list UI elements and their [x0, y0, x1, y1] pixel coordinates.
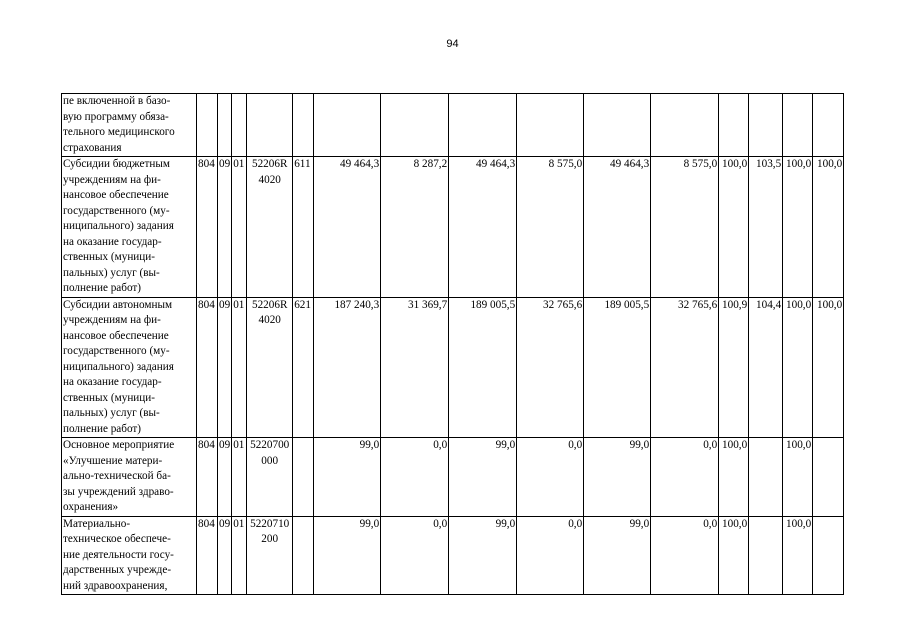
cell-percent-4: 100,0: [813, 297, 844, 438]
cell-name-line: Субсидии бюджетным: [63, 158, 170, 170]
cell-value-1: [314, 94, 381, 157]
cell-value-6: 8 575,0: [651, 157, 719, 298]
cell-name-line: нансовое обеспечение: [63, 329, 169, 342]
cell-section: 09: [218, 297, 232, 438]
cell-value-3: 99,0: [449, 516, 517, 595]
cell-value-2: 8 287,2: [381, 157, 449, 298]
cell-name-line: охранения»: [63, 501, 119, 513]
table-row: [62, 94, 844, 157]
cell-expense-type: [293, 516, 314, 595]
cell-name-line: Основное мероприятие: [63, 439, 175, 451]
cell-name-line: ально-технической ба-: [63, 470, 171, 482]
cell-name: [62, 297, 197, 438]
cell-name-line: техническое обеспече-: [63, 533, 171, 545]
cell-value-3: 99,0: [449, 438, 517, 517]
cell-target-article: [247, 516, 293, 595]
cell-value-5: [584, 94, 651, 157]
cell-target-article-line: 4020: [258, 173, 281, 186]
cell-percent-3: 100,0: [783, 438, 813, 517]
table-row: [62, 157, 844, 298]
cell-name-line: ственных (муници-: [63, 391, 155, 404]
cell-percent-2: 104,4: [749, 297, 783, 438]
table-body: [62, 94, 844, 595]
cell-target-article-line: 5220700: [250, 439, 290, 451]
cell-subsection: 01: [232, 438, 247, 517]
cell-name: [62, 438, 197, 517]
cell-subsection: [232, 94, 247, 157]
cell-grbs: [197, 94, 218, 157]
cell-value-3: [449, 94, 517, 157]
cell-value-6: 0,0: [651, 516, 719, 595]
cell-target-article: [247, 297, 293, 438]
cell-value-2: 0,0: [381, 516, 449, 595]
cell-value-2: 0,0: [381, 438, 449, 517]
cell-name-line: полнение работ): [63, 282, 142, 294]
cell-value-1: 49 464,3: [314, 157, 381, 298]
cell-name-line: на оказание государ-: [63, 376, 162, 388]
cell-target-article-line: 5220710: [250, 517, 290, 530]
cell-percent-1: 100,9: [719, 297, 749, 438]
cell-expense-type: [293, 94, 314, 157]
cell-name-line: ние деятельности госу-: [63, 548, 174, 561]
cell-name-line: государственного (му-: [63, 345, 170, 357]
cell-name: [62, 94, 197, 157]
cell-target-article-line: 000: [261, 454, 279, 467]
cell-name-line: ний здравоохранения,: [63, 579, 168, 592]
cell-percent-1: [719, 94, 749, 157]
cell-target-article-line: 4020: [258, 314, 281, 326]
cell-name-line: ственных (муници-: [63, 251, 155, 263]
cell-name-line: учреждениям на фи-: [63, 173, 161, 186]
cell-percent-4: [813, 438, 844, 517]
cell-name-line: ниципального) задания: [63, 360, 174, 373]
cell-subsection: 01: [232, 297, 247, 438]
cell-section: 09: [218, 157, 232, 298]
cell-name-line: на оказание государ-: [63, 235, 162, 248]
cell-value-4: 32 765,6: [517, 297, 584, 438]
cell-name-line: «Улучшение матери-: [63, 454, 163, 467]
cell-subsection: 01: [232, 516, 247, 595]
cell-grbs: 804: [197, 157, 218, 298]
cell-value-4: 0,0: [517, 438, 584, 517]
cell-percent-3: [783, 94, 813, 157]
cell-target-article-line: 200: [261, 533, 279, 545]
cell-value-5: 99,0: [584, 438, 651, 517]
cell-value-2: 31 369,7: [381, 297, 449, 438]
cell-target-article: [247, 94, 293, 157]
cell-expense-type: [293, 438, 314, 517]
table-row: [62, 516, 844, 595]
cell-value-6: 32 765,6: [651, 297, 719, 438]
cell-percent-2: 103,5: [749, 157, 783, 298]
cell-name: [62, 157, 197, 298]
cell-name: [62, 516, 197, 595]
table-row: [62, 438, 844, 517]
cell-value-6: [651, 94, 719, 157]
cell-name-line: нансовое обеспечение: [63, 189, 169, 201]
cell-name-line: пе включенной в базо-: [63, 95, 171, 107]
cell-expense-type: 621: [293, 297, 314, 438]
cell-name-line: дарственных учрежде-: [63, 564, 172, 576]
cell-value-3: 49 464,3: [449, 157, 517, 298]
cell-grbs: 804: [197, 438, 218, 517]
cell-name-line: вую программу обяза-: [63, 110, 169, 123]
cell-percent-1: 100,0: [719, 157, 749, 298]
table-row: [62, 297, 844, 438]
cell-value-1: 187 240,3: [314, 297, 381, 438]
cell-name-line: зы учреждений здраво-: [63, 485, 174, 498]
cell-section: 09: [218, 438, 232, 517]
cell-percent-3: 100,0: [783, 516, 813, 595]
cell-percent-3: 100,0: [783, 157, 813, 298]
cell-name-line: пальных) услуг (вы-: [63, 266, 160, 279]
cell-section: 09: [218, 516, 232, 595]
cell-value-2: [381, 94, 449, 157]
cell-name-line: ниципального) задания: [63, 220, 174, 232]
cell-name-line: государственного (му-: [63, 204, 170, 217]
cell-target-article: [247, 438, 293, 517]
cell-value-4: [517, 94, 584, 157]
cell-percent-1: 100,0: [719, 516, 749, 595]
cell-percent-2: [749, 516, 783, 595]
cell-name-line: страхования: [63, 141, 122, 154]
cell-value-5: 99,0: [584, 516, 651, 595]
cell-subsection: 01: [232, 157, 247, 298]
cell-value-4: 0,0: [517, 516, 584, 595]
cell-name-line: учреждениям на фи-: [63, 314, 161, 326]
cell-target-article: [247, 157, 293, 298]
cell-value-1: 99,0: [314, 516, 381, 595]
cell-name-line: пальных) услуг (вы-: [63, 407, 160, 419]
budget-table: [61, 93, 844, 595]
cell-value-3: 189 005,5: [449, 297, 517, 438]
cell-value-6: 0,0: [651, 438, 719, 517]
cell-name-line: Материально-: [63, 517, 131, 530]
cell-name-line: Субсидии автономным: [63, 298, 173, 311]
cell-percent-2: [749, 94, 783, 157]
cell-name-line: полнение работ): [63, 422, 142, 435]
cell-percent-1: 100,0: [719, 438, 749, 517]
cell-name-line: тельного медицинского: [63, 126, 175, 138]
cell-percent-4: 100,0: [813, 157, 844, 298]
page-number: 94: [446, 38, 459, 50]
cell-value-1: 99,0: [314, 438, 381, 517]
cell-grbs: 804: [197, 297, 218, 438]
cell-value-4: 8 575,0: [517, 157, 584, 298]
cell-target-article-line: 52206R: [251, 158, 288, 170]
cell-value-5: 189 005,5: [584, 297, 651, 438]
cell-grbs: 804: [197, 516, 218, 595]
cell-percent-4: [813, 94, 844, 157]
cell-value-5: 49 464,3: [584, 157, 651, 298]
cell-percent-3: 100,0: [783, 297, 813, 438]
cell-percent-4: [813, 516, 844, 595]
cell-expense-type: 611: [293, 157, 314, 298]
cell-section: [218, 94, 232, 157]
cell-percent-2: [749, 438, 783, 517]
cell-target-article-line: 52206R: [251, 298, 288, 311]
